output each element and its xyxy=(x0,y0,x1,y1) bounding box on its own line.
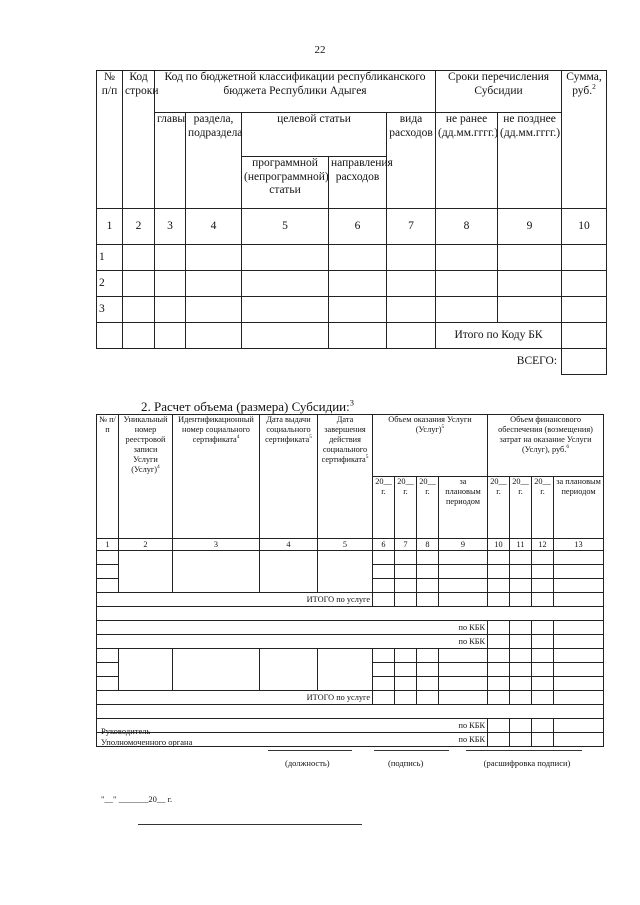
col-number: 5 xyxy=(242,209,329,245)
header-num: № п/п xyxy=(97,71,123,209)
signatory-title-line1: Руководитель xyxy=(101,726,151,736)
table-row xyxy=(97,607,604,621)
header-target-article: целевой статьи xyxy=(242,113,387,157)
header-end-date-label: Дата завершения действия социального сертификата xyxy=(321,415,368,464)
header-certificate-id-label: Идентификационный номер социального сертификата xyxy=(178,415,254,444)
signature-caption: (подпись) xyxy=(388,758,424,768)
col-number: 7 xyxy=(395,539,417,551)
col-number: 3 xyxy=(155,209,186,245)
budget-classification-table xyxy=(96,70,607,375)
col-number: 13 xyxy=(554,539,604,551)
row-number: 3 xyxy=(97,297,123,323)
col-number: 2 xyxy=(123,209,155,245)
bottom-line xyxy=(138,824,362,825)
total-service-label: ИТОГО по услуге xyxy=(97,593,373,607)
header-program-article: программной (непрограммной) статьи xyxy=(242,157,329,209)
header-year: 20__ г. xyxy=(510,477,532,539)
header-year: 20__ г. xyxy=(417,477,439,539)
kbk-label: по КБК xyxy=(97,635,488,649)
col-number: 4 xyxy=(186,209,242,245)
col-number: 11 xyxy=(510,539,532,551)
header-sum xyxy=(562,71,607,209)
header-sum-label: Сумма, руб. xyxy=(566,71,602,97)
header-plan-period: за плановым периодом xyxy=(554,477,604,539)
signatory-title-line2: Уполномоченного органа xyxy=(101,737,193,748)
section-2-title-text: 2. Расчет объема (размера) Субсидии: xyxy=(141,399,350,414)
kbk-label: по КБК xyxy=(97,621,488,635)
grand-total-row xyxy=(97,349,607,375)
header-end-date-footnote: 5 xyxy=(365,454,369,461)
header-service-volume xyxy=(373,415,488,477)
header-expense-direction: направления расходов xyxy=(329,157,387,209)
col-number: 1 xyxy=(97,539,119,551)
header-issue-date-label: Дата выдачи социального сертификата xyxy=(265,415,311,444)
section-2-title xyxy=(141,399,354,415)
col-number: 2 xyxy=(119,539,173,551)
header-financial-volume-footnote: 6 xyxy=(566,444,570,451)
total-bk-row xyxy=(97,323,607,349)
header-year: 20__ г. xyxy=(395,477,417,539)
table-row xyxy=(97,297,607,323)
position-line xyxy=(268,750,352,751)
table-row xyxy=(97,649,604,663)
header-plan-period: за плановым периодом xyxy=(439,477,488,539)
header-not-before: не ранее (дд.мм.гггг.) xyxy=(436,113,498,209)
col-number: 9 xyxy=(498,209,562,245)
header-not-later: не позднее (дд.мм.гггг.) xyxy=(498,113,562,209)
kbk-row xyxy=(97,635,604,649)
header-end-date xyxy=(318,415,373,539)
header-budget-code: Код по бюджетной классификации республиканского бюджета Республики Адыгея xyxy=(155,71,436,113)
header-certificate-id xyxy=(173,415,260,539)
header-unique-record-footnote: 4 xyxy=(157,464,160,470)
section-2-footnote: 3 xyxy=(349,397,354,408)
decode-line xyxy=(466,750,582,751)
col-number: 9 xyxy=(439,539,488,551)
row-number: 1 xyxy=(97,245,123,271)
row-number: 2 xyxy=(97,271,123,297)
position-caption: (должность) xyxy=(285,758,330,768)
header-issue-date-footnote: 5 xyxy=(309,434,312,441)
header-service-volume-label: Объем оказания Услуги (Услуг) xyxy=(388,415,472,434)
col-number: 7 xyxy=(387,209,436,245)
header-transfer-dates: Сроки перечисления Субсидии xyxy=(436,71,562,113)
header-financial-volume xyxy=(488,415,604,477)
kbk-label: по КБК xyxy=(97,719,488,733)
col-number: 10 xyxy=(562,209,607,245)
grand-total-label: ВСЕГО: xyxy=(516,354,558,367)
header-issue-date xyxy=(260,415,318,539)
col-number: 4 xyxy=(260,539,318,551)
header-financial-volume-label: Объем финансового обеспечения (возмещения) затрат на оказание Услуги (Услуг), руб. xyxy=(498,415,593,454)
header-year: 20__ г. xyxy=(488,477,510,539)
col-number: 6 xyxy=(373,539,395,551)
grand-total-cell xyxy=(562,349,607,375)
header-year: 20__ г. xyxy=(532,477,554,539)
col-number: 8 xyxy=(417,539,439,551)
col-number: 6 xyxy=(329,209,387,245)
total-service-row xyxy=(97,593,604,607)
kbk-label: по КБК xyxy=(97,733,488,747)
header-unique-record xyxy=(119,415,173,539)
table-row xyxy=(97,245,607,271)
total-service-label: ИТОГО по услуге xyxy=(97,691,373,705)
signatory-block xyxy=(101,726,192,749)
page-number: 22 xyxy=(314,44,326,56)
col-number: 8 xyxy=(436,209,498,245)
header-service-volume-footnote: 5 xyxy=(441,424,445,431)
col-number: 5 xyxy=(318,539,373,551)
subsidy-calculation-table xyxy=(96,414,604,747)
col-number: 10 xyxy=(488,539,510,551)
total-bk-label: Итого по Коду БК xyxy=(436,323,562,349)
signature-date: "__" _______20__ г. xyxy=(101,794,173,804)
col-number: 1 xyxy=(97,209,123,245)
decode-caption: (расшифровка подписи) xyxy=(483,758,571,768)
header-sum-footnote: 2 xyxy=(592,81,596,91)
kbk-row xyxy=(97,621,604,635)
header-year: 20__ г. xyxy=(373,477,395,539)
table-row xyxy=(97,271,607,297)
col-number: 12 xyxy=(532,539,554,551)
header-razdel: раздела, подраздела xyxy=(186,113,242,209)
table-row xyxy=(97,705,604,719)
header-unique-record-label: Уникальный номер реестровой записи Услуги (Услуг) xyxy=(123,415,168,474)
header-num: № п/п xyxy=(97,415,119,539)
header-expense-type: вида расходов xyxy=(387,113,436,209)
signature-line xyxy=(374,750,449,751)
table-row xyxy=(97,551,604,565)
total-service-row xyxy=(97,691,604,705)
header-glava: главы xyxy=(155,113,186,209)
header-certificate-id-footnote: 4 xyxy=(236,434,240,441)
header-row-code: Код строки xyxy=(123,71,155,209)
col-number: 3 xyxy=(173,539,260,551)
